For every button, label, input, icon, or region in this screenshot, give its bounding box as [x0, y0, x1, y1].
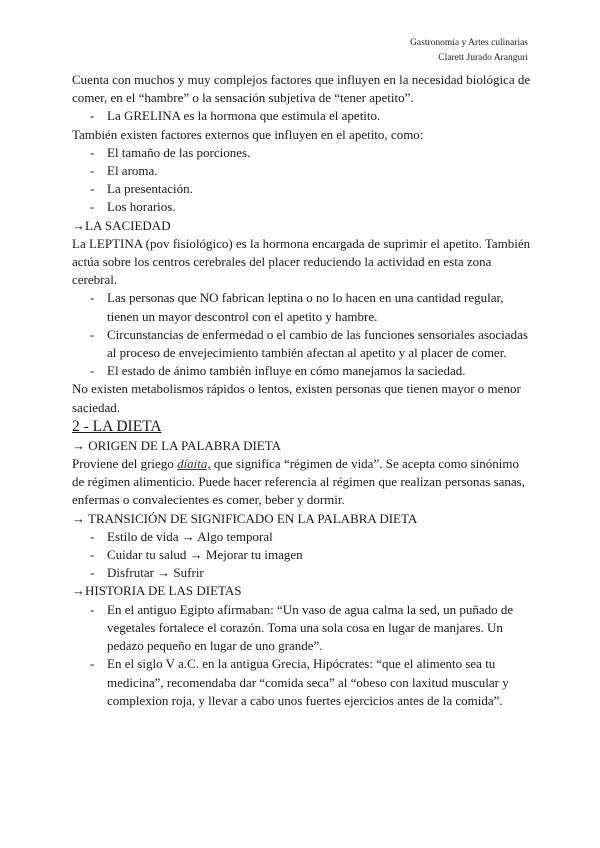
list-item-transicion: - Estilo de vida → Algo temporal — [72, 528, 532, 546]
paragraph-leptina: La LEPTINA (pov fisiológico) es la hormona encargada de suprimir el apetito. También actúa sobre los centros cerebrales del placer reduciendo la actividad en esta zona cerebral. — [72, 235, 531, 288]
paragraph-metabolismo: No existen metabolismos rápidos o lentos, existen personas que tienen mayor o menor saciedad. — [72, 381, 521, 415]
dash-bullet: - — [90, 528, 95, 544]
list-item-saciedad: - El estado de ánimo también influye en cómo manejamos la saciedad. — [72, 362, 532, 380]
greek-word: díaita, — [177, 456, 211, 472]
list-item-saciedad: - Circunstancias de enfermedad o el cambio de las funciones sensoriales asociadas al proceso de envejecimiento también afectan al apetito y al placer de comer. — [90, 326, 528, 361]
dash-bullet: - — [90, 163, 95, 179]
list-item-historia: - En el antiguo Egipto afirmaban: “Un vaso de agua calma la sed, un puñado de vegetales fortalece el corazón. Toma una sola cosa en lugar de manjares. Un pedazo pequeño en lugar de uno grande”. — [90, 601, 514, 654]
page-header — [410, 36, 528, 66]
dash-bullet: - — [90, 547, 95, 563]
list-item-saciedad: - Las personas que NO fabrican leptina o no lo hacen en una cantidad regular, tienen un mayor descontrol con el apetito y hambre. — [90, 290, 504, 324]
dash-bullet: - — [90, 363, 95, 379]
paragraph-appetite-factors: Cuenta con muchos y muy complejos factores que influyen en la necesidad biológica de comer, en el “hambre” o la sensación subjetiva de “tener apetito”. — [72, 72, 531, 106]
section-title-dieta: 2 - LA DIETA — [72, 417, 162, 435]
document-body — [72, 71, 532, 710]
dash-bullet: - — [90, 108, 95, 124]
paragraph-external-factors: También existen factores externos que influyen en el apetito, como: — [72, 126, 424, 142]
list-item-transicion: - Disfrutar → Sufrir — [72, 564, 532, 582]
list-item-transicion: - Cuidar tu salud → Mejorar tu imagen — [72, 546, 532, 564]
dash-bullet: - — [90, 144, 95, 160]
list-item-factor: - El tamaño de las porciones. — [72, 144, 532, 162]
dash-bullet: - — [90, 290, 95, 306]
dash-bullet: - — [90, 601, 95, 617]
header-author: Clarett Jurado Aranguri — [438, 53, 528, 63]
list-item-factor: - El aroma. — [72, 162, 532, 180]
dash-bullet: - — [90, 326, 95, 342]
heading-historia: →HISTORIA DE LAS DIETAS — [72, 583, 242, 599]
list-item-historia: - En el siglo V a.C. en la antigua Grecia, Hipócrates: “que el alimento sea tu medicina”, recomendaba dar “comida seca” al “obeso con laxitud muscular y complexion roja, y llevar a cabo unos fuertes ejercicios antes de la comida”. — [90, 656, 509, 708]
dash-bullet: - — [90, 656, 95, 672]
heading-saciedad: →LA SACIEDAD — [72, 217, 171, 233]
header-course: Gastronomía y Artes culinarias — [410, 38, 528, 48]
paragraph-origen: Proviene del griego díaita, que significa “régimen de vida”. Se acepta como sinónimo de régimen alimenticio. Puede hacer referencia al régimen que realizan personas sanas, enfermas o convalecientes es comer, beber y dormir. — [72, 456, 525, 508]
list-item-factor: - Los horarios. — [72, 198, 532, 216]
list-item-factor: - La presentación. — [72, 180, 532, 198]
dash-bullet: - — [90, 181, 95, 197]
dash-bullet: - — [90, 199, 95, 215]
list-item-grelina: - La GRELINA es la hormona que estimula el apetito. — [72, 107, 532, 125]
dash-bullet: - — [90, 565, 95, 581]
heading-transicion: → TRANSICIÓN DE SIGNIFICADO EN LA PALABRA DIETA — [72, 510, 418, 526]
heading-origen: → ORIGEN DE LA PALABRA DIETA — [72, 437, 282, 453]
